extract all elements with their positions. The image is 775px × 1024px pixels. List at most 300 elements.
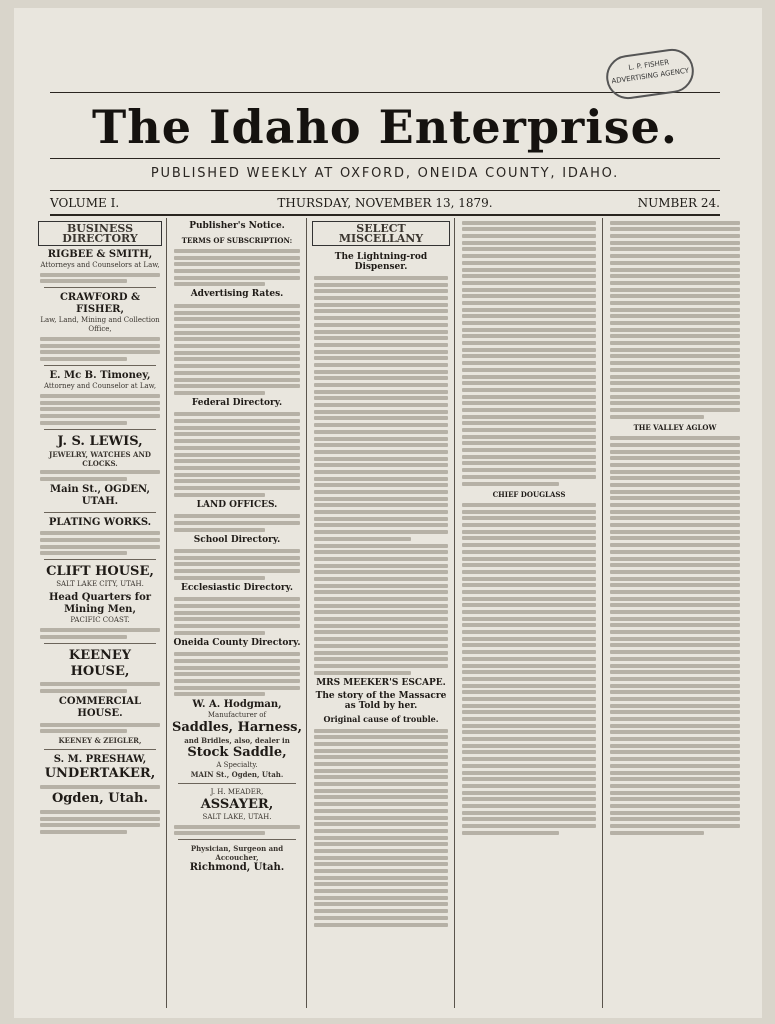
text-line [174, 439, 300, 443]
preshaw-heading: S. M. PRESHAW, [53, 753, 147, 765]
text-line [314, 644, 448, 648]
text-line [610, 401, 740, 405]
text-line [610, 341, 740, 345]
text-line [40, 344, 160, 348]
column-rule [454, 218, 455, 1008]
text-line [462, 415, 596, 419]
text-line [462, 482, 559, 486]
text-line [462, 435, 596, 439]
text-line [462, 348, 596, 352]
text-line [610, 221, 740, 225]
text-line [462, 757, 596, 761]
timoney-sub: Attorney and Counselor at Law, [43, 382, 157, 391]
text-line [462, 603, 596, 607]
text-line [462, 771, 596, 775]
text-line [610, 744, 740, 748]
text-line [40, 337, 160, 341]
text-line [40, 551, 127, 555]
text-line [174, 549, 300, 553]
plating-heading: PLATING WORKS. [48, 516, 152, 528]
header-rule-bottom [50, 214, 720, 216]
text-line [610, 463, 740, 467]
text-line [610, 490, 740, 494]
text-line [462, 510, 596, 514]
text-line [314, 510, 448, 514]
text-line [610, 771, 740, 775]
text-line [40, 635, 127, 639]
text-line [314, 829, 448, 833]
oneida-directory: Oneida County Directory. [173, 637, 301, 648]
text-line [174, 617, 300, 621]
text-line [610, 436, 740, 440]
text-line [314, 775, 448, 779]
text-line [40, 350, 160, 354]
text-line [610, 697, 740, 701]
keeney-heading: KEENEY HOUSE, [68, 647, 132, 679]
text-line [462, 737, 596, 741]
text-line [314, 470, 448, 474]
text-line [40, 401, 160, 405]
text-line [610, 281, 740, 285]
text-line [174, 249, 300, 253]
text-line [174, 337, 300, 341]
text-line [462, 308, 596, 312]
text-line [174, 576, 265, 580]
text-line [174, 521, 300, 525]
text-line [610, 737, 740, 741]
text-line [314, 336, 448, 340]
text-line [174, 269, 300, 273]
masthead-subtitle: PUBLISHED WEEKLY AT OXFORD, ONEIDA COUNTY, IDAHO. [150, 166, 620, 181]
text-line [174, 659, 300, 663]
text-line [314, 769, 448, 773]
text-line [610, 408, 740, 412]
federal-directory: Federal Directory. [191, 397, 283, 408]
divider [44, 287, 156, 288]
text-line [314, 443, 448, 447]
text-line [462, 697, 596, 701]
text-line [174, 831, 265, 835]
text-line [314, 735, 448, 739]
text-line [610, 321, 740, 325]
text-line [174, 686, 300, 690]
text-line [314, 862, 448, 866]
text-line [40, 538, 160, 542]
text-line [314, 363, 448, 367]
lewis-heading: J. S. LEWIS, [57, 433, 143, 449]
text-line [314, 323, 448, 327]
rigbee-sub: Attorneys and Counselors at Law, [40, 261, 160, 269]
text-line [462, 375, 596, 379]
text-line [462, 388, 596, 392]
text-line [610, 750, 740, 754]
divider [44, 749, 156, 750]
text-line [314, 923, 448, 927]
text-line [610, 637, 740, 641]
text-line [462, 797, 596, 801]
lewis-location: Main St., OGDEN, UTAH. [50, 483, 150, 507]
ogden-heading: Ogden, Utah. [51, 791, 149, 807]
clift-sub: SALT LAKE CITY, UTAH. [56, 580, 144, 589]
text-line [314, 610, 448, 614]
text-line [314, 755, 448, 759]
timoney-heading: E. Mc B. Timoney, [49, 370, 151, 382]
text-line [462, 824, 596, 828]
text-line [462, 610, 596, 614]
text-line [174, 672, 300, 676]
hodgman-ad [172, 699, 302, 874]
text-line [174, 473, 300, 477]
divider [44, 429, 156, 430]
assayer-city: SALT LAKE, UTAH. [202, 813, 272, 821]
text-line [462, 241, 596, 245]
text-line [462, 590, 596, 594]
text-line [462, 623, 596, 627]
column-notices [172, 218, 302, 1008]
text-line [462, 664, 596, 668]
column-miscellany [312, 218, 450, 1008]
text-line [314, 876, 448, 880]
text-line [462, 657, 596, 661]
text-line [314, 604, 448, 608]
text-line [314, 802, 448, 806]
text-line [462, 804, 596, 808]
text-line [610, 597, 740, 601]
text-line [314, 477, 448, 481]
text-line [314, 537, 411, 541]
text-line [314, 523, 448, 527]
text-line [610, 483, 740, 487]
text-line [462, 408, 596, 412]
text-line [314, 309, 448, 313]
text-line [610, 791, 740, 795]
crawford-heading: CRAWFORD & FISHER, [59, 292, 141, 316]
chief-douglass-heading: CHIEF DOUGLASS [492, 489, 566, 499]
text-line [610, 824, 740, 828]
text-line [610, 476, 740, 480]
text-line [610, 294, 740, 298]
text-line [174, 597, 300, 601]
text-line [174, 631, 265, 635]
pacific-coast: PACIFIC COAST. [70, 616, 130, 625]
text-line [610, 677, 740, 681]
text-line [462, 268, 596, 272]
text-line [174, 371, 300, 375]
divider [44, 365, 156, 366]
text-line [462, 503, 596, 507]
text-line [610, 543, 740, 547]
text-line [610, 361, 740, 365]
volume-label: VOLUME I. [50, 196, 120, 210]
text-line [40, 682, 160, 686]
text-line [314, 822, 448, 826]
text-line [314, 856, 448, 860]
text-line [610, 831, 704, 835]
text-line [462, 817, 596, 821]
text-line [610, 234, 740, 238]
divider [44, 643, 156, 644]
ecclesiastic-directory: Ecclesiastic Directory. [181, 582, 293, 593]
text-line [174, 419, 300, 423]
text-line [610, 314, 740, 318]
text-line [314, 896, 448, 900]
text-line [462, 724, 596, 728]
text-line [40, 421, 127, 425]
text-line [610, 381, 740, 385]
massacre-heading: MRS MEEKER'S ESCAPE. [316, 677, 446, 688]
text-line [610, 268, 740, 272]
text-line [610, 348, 740, 352]
text-line [174, 282, 265, 286]
text-line [610, 630, 740, 634]
undertaker-heading: UNDERTAKER, [44, 765, 156, 781]
text-line [174, 378, 300, 382]
text-line [174, 486, 300, 490]
text-line [174, 276, 300, 280]
text-line [462, 744, 596, 748]
text-line [314, 396, 448, 400]
text-line [314, 350, 448, 354]
text-line [462, 577, 596, 581]
column-rule [166, 218, 167, 1008]
text-line [462, 401, 596, 405]
text-line [314, 795, 448, 799]
text-line [40, 785, 160, 789]
text-line [462, 764, 596, 768]
text-line [314, 517, 448, 521]
text-line [462, 650, 596, 654]
text-line [462, 536, 596, 540]
text-line [314, 630, 448, 634]
text-line [610, 690, 740, 694]
meader-name: J. H. MEADER, [210, 788, 264, 796]
original-cause: Original cause of trouble. [323, 714, 439, 725]
text-line [610, 443, 740, 447]
text-line [610, 684, 740, 688]
text-line [314, 584, 448, 588]
text-line [462, 381, 596, 385]
text-line [610, 563, 740, 567]
text-line [462, 543, 596, 547]
text-line [40, 357, 127, 361]
text-line [174, 432, 300, 436]
text-line [462, 254, 596, 258]
crawford-sub: Law, Land, Mining and Collection Office, [40, 316, 160, 334]
text-line [314, 664, 448, 668]
text-line [174, 317, 300, 321]
text-line [40, 470, 160, 474]
text-line [462, 557, 596, 561]
text-line [610, 603, 740, 607]
lewis-sub: JEWELRY, WATCHES AND CLOCKS. [49, 449, 151, 468]
text-line [314, 390, 448, 394]
text-line [462, 334, 596, 338]
text-line [462, 314, 596, 318]
divider [44, 512, 156, 513]
text-line [610, 550, 740, 554]
text-line [462, 274, 596, 278]
column-rule [602, 218, 603, 1008]
text-line [610, 777, 740, 781]
text-line [314, 869, 448, 873]
text-line [610, 811, 740, 815]
text-line [314, 544, 448, 548]
text-line [462, 717, 596, 721]
text-line [314, 729, 448, 733]
text-line [462, 516, 596, 520]
text-line [174, 604, 300, 608]
text-line [314, 530, 448, 534]
text-line [174, 453, 300, 457]
text-line [314, 590, 448, 594]
text-line [462, 550, 596, 554]
text-line [462, 448, 596, 452]
subscription-terms: TERMS OF SUBSCRIPTION: [181, 235, 293, 245]
text-line [40, 689, 127, 693]
school-directory: School Directory. [193, 534, 281, 545]
text-line [314, 550, 448, 554]
land-offices: LAND OFFICES. [196, 499, 278, 510]
text-line [174, 391, 265, 395]
text-line [610, 388, 740, 392]
text-line [610, 657, 740, 661]
text-line [462, 395, 596, 399]
text-line [610, 797, 740, 801]
text-line [314, 842, 448, 846]
text-line [174, 479, 300, 483]
saddles-heading: Saddles, Harness, [172, 720, 302, 735]
text-line [610, 328, 740, 332]
bridles-line: and Bridles, also, dealer in [184, 736, 290, 745]
text-line [610, 670, 740, 674]
text-line [610, 450, 740, 454]
text-line [314, 762, 448, 766]
text-line [610, 496, 740, 500]
text-line [174, 357, 300, 361]
text-line [462, 563, 596, 567]
text-line [610, 643, 740, 647]
text-line [314, 430, 448, 434]
text-line [462, 630, 596, 634]
text-line [314, 624, 448, 628]
text-line [314, 343, 448, 347]
headquarters-heading: Head Quarters for Mining Men, [48, 592, 152, 616]
column-article-continued [460, 218, 598, 1008]
text-line [610, 456, 740, 460]
text-line [462, 455, 596, 459]
text-line [174, 825, 300, 829]
divider [44, 559, 156, 560]
text-line [314, 276, 448, 280]
text-line [610, 784, 740, 788]
text-line [462, 461, 596, 465]
text-line [462, 704, 596, 708]
text-line [610, 301, 740, 305]
text-line [174, 624, 300, 628]
text-line [462, 777, 596, 781]
text-line [314, 916, 448, 920]
text-line [610, 757, 740, 761]
text-line [462, 570, 596, 574]
text-line [610, 530, 740, 534]
text-line [610, 516, 740, 520]
text-line [610, 704, 740, 708]
text-line [610, 583, 740, 587]
text-line [610, 724, 740, 728]
text-line [462, 530, 596, 534]
text-line [610, 817, 740, 821]
text-line [314, 457, 448, 461]
text-line [610, 503, 740, 507]
clift-heading: CLIFT HOUSE, [46, 564, 154, 580]
text-line [314, 490, 448, 494]
text-line [40, 414, 160, 418]
text-line [174, 311, 300, 315]
text-line [174, 493, 265, 497]
text-line [610, 247, 740, 251]
text-line [174, 514, 300, 518]
physician-heading: Physician, Surgeon and Accoucher, [190, 844, 284, 863]
text-line [174, 344, 300, 348]
text-line [314, 376, 448, 380]
text-line [462, 750, 596, 754]
text-line [40, 810, 160, 814]
text-line [174, 528, 265, 532]
text-line [610, 717, 740, 721]
text-line [462, 617, 596, 621]
text-line [40, 628, 160, 632]
text-line [610, 590, 740, 594]
text-line [462, 523, 596, 527]
text-line [174, 412, 300, 416]
text-line [314, 303, 448, 307]
text-line [462, 421, 596, 425]
text-line [314, 742, 448, 746]
text-line [610, 227, 740, 231]
text-line [610, 308, 740, 312]
text-line [314, 330, 448, 334]
text-line [40, 477, 127, 481]
text-line [314, 416, 448, 420]
text-line [40, 817, 160, 821]
hodgman-sub: Manufacturer of [207, 711, 267, 719]
text-line [174, 466, 300, 470]
text-line [314, 450, 448, 454]
text-line [462, 281, 596, 285]
directory-banner: BUSINESS DIRECTORY [38, 221, 162, 246]
text-line [610, 557, 740, 561]
text-line [314, 570, 448, 574]
text-line [174, 331, 300, 335]
text-line [314, 882, 448, 886]
text-line [462, 441, 596, 445]
text-line [610, 650, 740, 654]
text-line [610, 288, 740, 292]
text-line [462, 831, 559, 835]
text-line [610, 274, 740, 278]
rigbee-heading: RIGBEE & SMITH, [47, 249, 153, 260]
text-line [314, 577, 448, 581]
text-line [314, 437, 448, 441]
text-line [610, 664, 740, 668]
column-article-right [608, 218, 742, 1008]
text-line [314, 637, 448, 641]
text-line [610, 334, 740, 338]
text-line [610, 510, 740, 514]
text-line [462, 583, 596, 587]
text-line [610, 610, 740, 614]
text-line [314, 749, 448, 753]
